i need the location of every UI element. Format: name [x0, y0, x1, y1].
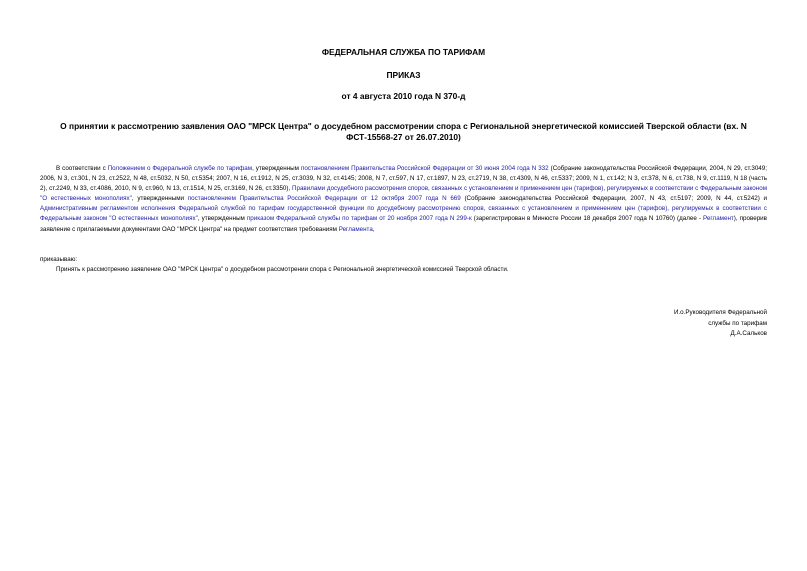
reference-link[interactable]: постановлением Правительства Российской Федерации от 30 июня 2004 года N 332	[300, 165, 549, 172]
agency-name: ФЕДЕРАЛЬНАЯ СЛУЖБА ПО ТАРИФАМ	[321, 47, 486, 57]
order-word: приказываю:	[40, 256, 78, 263]
signatory-title-cont: службы по тарифам	[708, 319, 767, 327]
preamble-text: В соответствии с	[56, 165, 108, 172]
reference-link[interactable]: Административным регламентом исполнения Федеральной службой по тарифам государственной функции по досудебному рассмотрению споров, связанных с установлением и применением цен (тарифов), регулируемых в соответствии с Федеральным законом "О естественных монополиях"	[40, 205, 767, 223]
preamble-text: , утвержденным	[197, 215, 247, 223]
accept-paragraph: Принять к рассмотрению заявление ОАО "МРСК Центра" о досудебном рассмотрении спора с Региональной энергетической комиссией Тверской области.	[56, 266, 509, 273]
preamble-text: , утвержденным	[252, 165, 301, 172]
signatory-title: И.о.Руководителя Федеральной	[673, 309, 767, 316]
preamble-text: (Собрание законодательства Российской Федерации, 2007, N 43, ст.5197; 2009, N 44, ст.5242) и	[460, 195, 767, 203]
reference-link[interactable]: Регламента	[338, 225, 373, 233]
reference-link[interactable]: постановлением Правительства Российской Федерации от 12 октября 2007 года N 669	[187, 195, 461, 203]
reference-link[interactable]: Правилами досудебного рассмотрения споров, связанных с установлением и применением цен (тарифов), регулируемых в соответствии с Федеральным законом "О естественных монополиях"	[40, 185, 767, 203]
preamble-text: ), проверив заявление с прилагаемыми документами ОАО "МРСК Центра" на предмет соответствия требованиям	[40, 215, 767, 233]
document-date: от 4 августа 2010 года N 370-д	[341, 91, 466, 101]
reference-link[interactable]: Положением о Федеральной службе по тарифам	[107, 165, 253, 172]
document-type: ПРИКАЗ	[386, 70, 421, 80]
reference-link[interactable]: приказом Федеральной службы по тарифам от 20 ноября 2007 года N 299-к	[246, 215, 472, 223]
signatory-name: Д.А.Сальков	[730, 330, 767, 337]
preamble-text: , утвержденными	[131, 195, 188, 203]
preamble-paragraph	[40, 164, 767, 235]
document-title: О принятии к рассмотрению заявления ОАО "МРСК Центра" о досудебном рассмотрении спора с Региональной энергетической комиссией Тверской области (вх. N ФСТ-15568-27 от 26.07.2010)	[60, 121, 747, 142]
preamble-text: (Собрание законодательства Российской Федерации, 2004, N 29, ст.3049; 2006, N 3, ст.301, N 23, ст.2522, N 48, ст.5032, N 50, ст.5354; 2007, N 16, ст.1912, N 25, ст.3039, N 32, ст.4145; 2008, N 7, ст.597, N 17, ст.1897, N 23, ст.2719, N 38, ст.4309, N 46, ст.5337; 2009, N 1, ст.142; N 3, ст.378, N 6, ст.738, N 9, ст.1119, N 18 (часть 2), ст.2249, N 33, ст.4086, 2010, N 9, ст.960, N 13, ст.1514, N 25, ст.3169, N 26, ст.3350),	[40, 165, 767, 193]
reference-link[interactable]: Регламент	[703, 215, 734, 223]
preamble-text: ,	[372, 225, 375, 233]
signature-block	[674, 308, 767, 340]
preamble-text: (зарегистрирован в Минюсте России 18 декабря 2007 года N 10760) (далее -	[471, 215, 704, 223]
